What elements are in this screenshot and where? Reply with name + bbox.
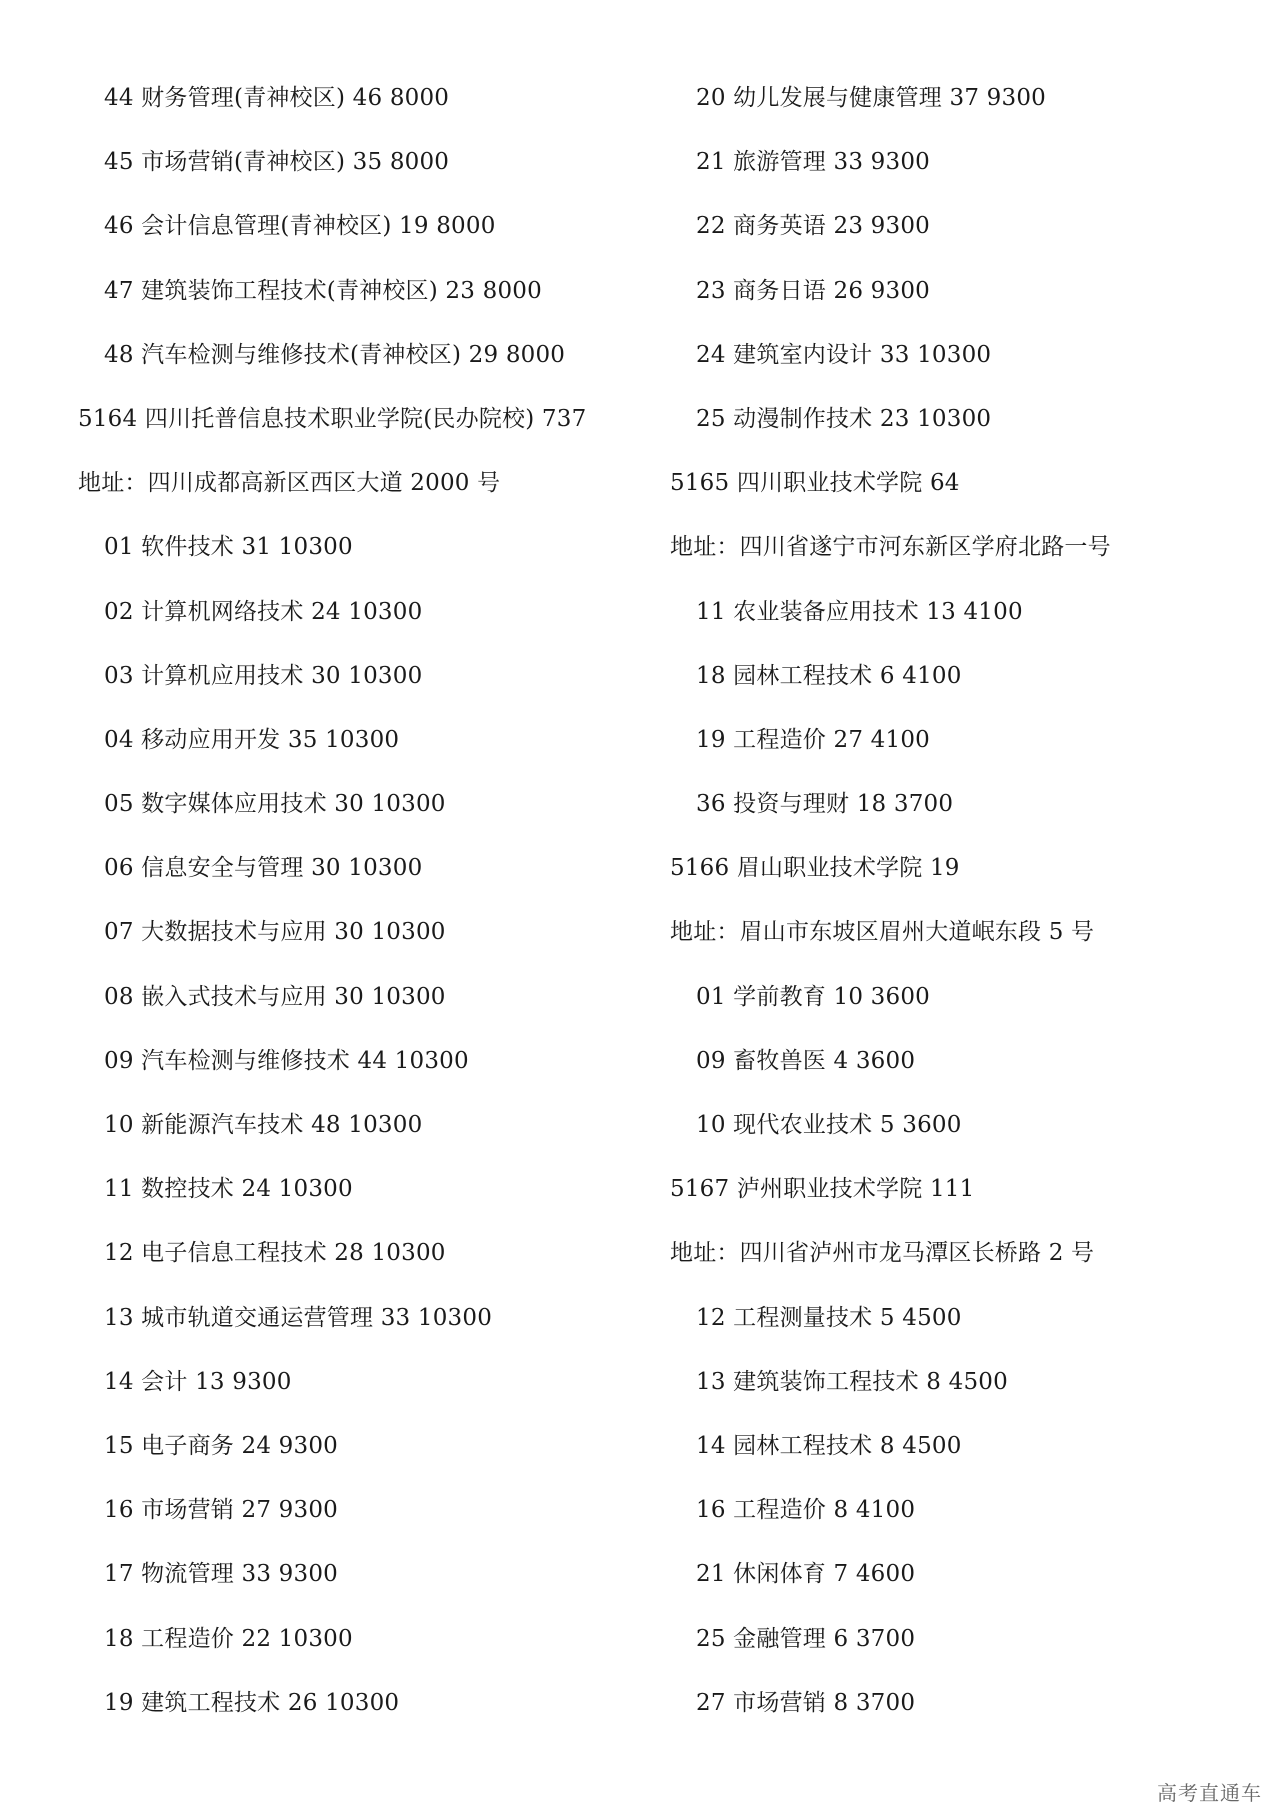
list-item: 07 大数据技术与应用 30 10300 <box>104 919 446 946</box>
list-item: 19 工程造价 27 4100 <box>696 726 930 753</box>
section-heading: 地址：四川省泸州市龙马潭区长桥路 2 号 <box>670 1240 1095 1267</box>
list-item: 47 建筑装饰工程技术(青神校区) 23 8000 <box>104 277 542 304</box>
list-item: 16 市场营销 27 9300 <box>104 1497 338 1524</box>
list-item: 01 软件技术 31 10300 <box>104 534 353 561</box>
list-item: 19 建筑工程技术 26 10300 <box>104 1689 400 1716</box>
list-item: 21 休闲体育 7 4600 <box>696 1561 916 1588</box>
list-item: 17 物流管理 33 9300 <box>104 1561 338 1588</box>
list-item: 46 会计信息管理(青神校区) 19 8000 <box>104 213 496 240</box>
list-item: 44 财务管理(青神校区) 46 8000 <box>104 85 450 111</box>
list-item: 36 投资与理财 18 3700 <box>696 791 954 818</box>
list-item: 11 农业装备应用技术 13 4100 <box>696 598 1023 625</box>
watermark: 高考直通车 <box>1157 1781 1262 1805</box>
list-item: 45 市场营销(青神校区) 35 8000 <box>104 149 450 176</box>
list-item: 27 市场营销 8 3700 <box>696 1689 916 1716</box>
list-item: 18 工程造价 22 10300 <box>104 1625 353 1652</box>
list-item: 23 商务日语 26 9300 <box>696 277 930 304</box>
list-item: 15 电子商务 24 9300 <box>104 1432 338 1459</box>
list-item: 05 数字媒体应用技术 30 10300 <box>104 791 446 818</box>
right-column <box>670 66 1260 1735</box>
section-heading: 5166 眉山职业技术学院 19 <box>670 855 960 882</box>
list-item: 02 计算机网络技术 24 10300 <box>104 598 423 625</box>
list-item: 06 信息安全与管理 30 10300 <box>104 855 423 882</box>
list-item: 13 城市轨道交通运营管理 33 10300 <box>104 1304 493 1331</box>
list-item: 04 移动应用开发 35 10300 <box>104 726 400 753</box>
list-item: 09 畜牧兽医 4 3600 <box>696 1047 916 1074</box>
list-item: 24 建筑室内设计 33 10300 <box>696 341 992 368</box>
list-item: 12 电子信息工程技术 28 10300 <box>104 1240 446 1267</box>
section-heading: 地址：四川省遂宁市河东新区学府北路一号 <box>670 534 1111 561</box>
list-item: 01 学前教育 10 3600 <box>696 983 930 1010</box>
list-item: 21 旅游管理 33 9300 <box>696 149 930 176</box>
list-item: 13 建筑装饰工程技术 8 4500 <box>696 1368 1008 1395</box>
list-item: 16 工程造价 8 4100 <box>696 1497 916 1524</box>
section-heading: 地址：四川成都高新区西区大道 2000 号 <box>78 470 501 497</box>
section-heading: 5164 四川托普信息技术职业学院(民办院校) 737 <box>78 405 587 432</box>
list-item: 10 现代农业技术 5 3600 <box>696 1112 962 1138</box>
list-item: 22 商务英语 23 9300 <box>696 213 930 240</box>
list-item: 03 计算机应用技术 30 10300 <box>104 662 423 689</box>
list-item: 11 数控技术 24 10300 <box>104 1176 353 1203</box>
list-item: 09 汽车检测与维修技术 44 10300 <box>104 1047 469 1074</box>
list-item: 12 工程测量技术 5 4500 <box>696 1304 962 1331</box>
list-item: 08 嵌入式技术与应用 30 10300 <box>104 983 446 1010</box>
list-item: 18 园林工程技术 6 4100 <box>696 662 962 689</box>
list-item: 14 会计 13 9300 <box>104 1368 292 1395</box>
left-column <box>78 66 668 1735</box>
section-heading: 5165 四川职业技术学院 64 <box>670 470 960 497</box>
list-item: 48 汽车检测与维修技术(青神校区) 29 8000 <box>104 341 566 368</box>
list-item: 14 园林工程技术 8 4500 <box>696 1432 962 1459</box>
list-item: 10 新能源汽车技术 48 10300 <box>104 1112 423 1138</box>
section-heading: 5167 泸州职业技术学院 111 <box>670 1176 975 1203</box>
list-item: 20 幼儿发展与健康管理 37 9300 <box>696 85 1046 111</box>
list-item: 25 动漫制作技术 23 10300 <box>696 405 992 432</box>
list-item: 25 金融管理 6 3700 <box>696 1625 916 1652</box>
section-heading: 地址：眉山市东坡区眉州大道岷东段 5 号 <box>670 919 1095 946</box>
